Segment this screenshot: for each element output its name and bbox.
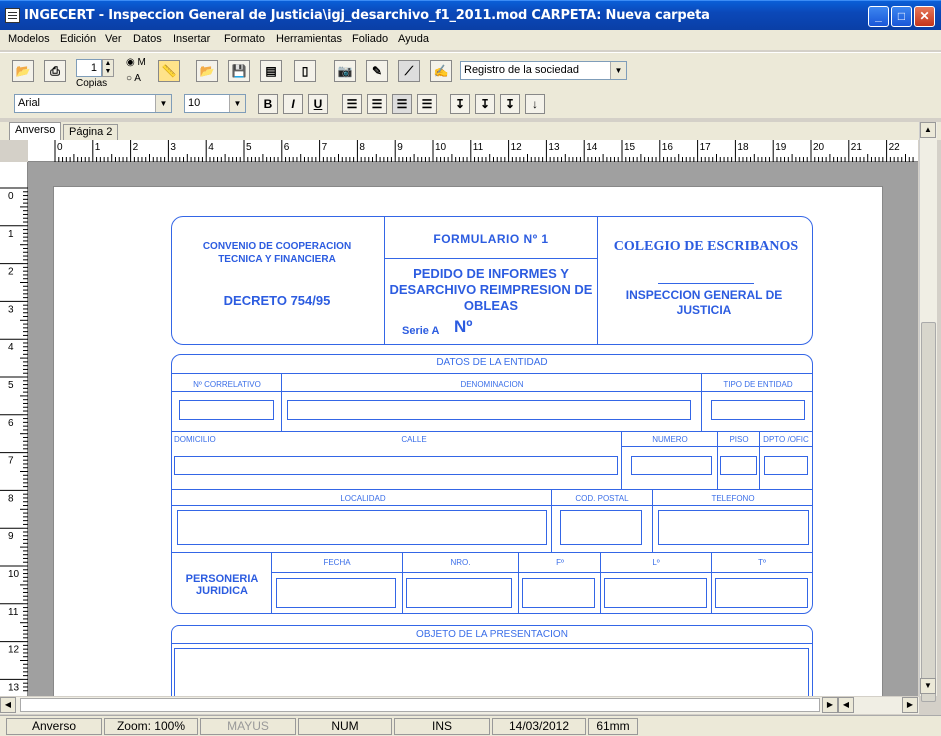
domicilio-label: DOMICILIO (174, 435, 216, 444)
menu-formato[interactable]: Formato (224, 33, 265, 45)
ruler-label: 1 (94, 142, 101, 153)
copies-label: Copias (76, 78, 108, 89)
save-icon[interactable]: 💾 (228, 60, 250, 82)
menu-ayuda[interactable]: Ayuda (398, 33, 429, 45)
localidad-field[interactable] (177, 510, 547, 545)
divider (171, 391, 813, 392)
register-select-value: Registro de la sociedad (464, 64, 579, 76)
edit-form-icon[interactable]: ✍ (430, 60, 452, 82)
divider (597, 216, 598, 345)
dpto-label: DPTO /OFIC (763, 435, 809, 444)
telefono-label: TELEFONO (711, 494, 755, 503)
new-page-icon[interactable]: ▯ (294, 60, 316, 82)
cpostal-field[interactable] (560, 510, 642, 545)
ruler-label: 3 (8, 304, 14, 316)
copies-input[interactable]: 1 (76, 59, 102, 77)
ruler-label: 14 (586, 142, 598, 153)
divider (171, 373, 813, 374)
objeto-title: OBJETO DE LA PRESENTACION (416, 629, 568, 640)
localidad-label: LOCALIDAD (340, 494, 386, 503)
ruler-label: 16 (661, 142, 673, 153)
divider (551, 489, 552, 552)
ruler-label: 19 (775, 142, 787, 153)
divider (271, 572, 813, 573)
t-label: Tº (758, 558, 766, 567)
ruler-label: 5 (246, 142, 252, 153)
divider (621, 431, 622, 489)
ruler-label: 4 (208, 142, 214, 153)
divider (402, 552, 403, 614)
decreto-text: DECRETO 754/95 (223, 293, 331, 308)
divider (384, 216, 385, 345)
scroll-down-icon[interactable]: ▼ (920, 678, 936, 694)
horizontal-scrollbar[interactable] (0, 697, 919, 714)
horizontal-scroll-thumb[interactable] (20, 698, 820, 712)
align-right-icon[interactable]: ☰ (367, 94, 387, 114)
status-zoom: Zoom: 100% (104, 718, 198, 735)
main-toolbar (0, 52, 941, 90)
radio-a-label: A (134, 73, 141, 84)
ruler-label: 20 (813, 142, 825, 153)
divider (621, 446, 813, 447)
ruler-label: 21 (850, 142, 862, 153)
stamp-icon[interactable]: ✎ (366, 60, 388, 82)
divider (518, 552, 519, 614)
telefono-field[interactable] (658, 510, 809, 545)
bold-button[interactable]: B (258, 94, 278, 114)
chevron-down-icon: ▼ (229, 95, 245, 112)
divider (652, 489, 653, 552)
scroll-left-icon[interactable]: ◀ (838, 697, 854, 713)
personeria-text: PERSONERIA JURIDICA (185, 573, 259, 597)
tipo-field[interactable] (711, 400, 805, 420)
tab-anverso[interactable]: Anverso (9, 122, 61, 140)
app-icon (5, 8, 20, 23)
ruler-label: 5 (8, 380, 14, 391)
divider (701, 373, 702, 431)
chevron-down-icon: ▼ (155, 95, 171, 112)
menu-foliado[interactable]: Foliado (352, 33, 389, 45)
f-label: Fº (556, 558, 564, 567)
valign-down-icon[interactable]: ↓ (525, 94, 545, 114)
italic-button[interactable]: I (283, 94, 303, 114)
t-field[interactable] (715, 578, 808, 608)
status-bar (0, 715, 941, 736)
ruler-label: 12 (8, 644, 20, 656)
draw-icon[interactable]: ⟋ (398, 60, 420, 82)
vertical-ruler (0, 162, 28, 696)
divider (600, 552, 601, 614)
align-justify-icon[interactable]: ☰ (417, 94, 437, 114)
horizontal-ruler (28, 140, 918, 162)
align-left-icon[interactable]: ☰ (342, 94, 362, 114)
ruler-label: 0 (8, 191, 14, 202)
l-label: Lº (652, 558, 660, 567)
numero-label: NUMERO (652, 435, 688, 444)
ruler-label: 6 (283, 142, 290, 153)
minimize-button[interactable]: _ (868, 6, 889, 27)
ruler-label: 1 (8, 228, 14, 240)
document-canvas[interactable] (28, 162, 918, 696)
divider (281, 373, 282, 431)
vertical-ruler-ticks (0, 162, 28, 696)
valign-bottom-icon[interactable]: ↧ (500, 94, 520, 114)
ruler-label: 17 (699, 142, 711, 153)
convenio-text: CONVENIO DE COOPERACION TECNICA Y FINANCIERA (202, 241, 352, 265)
ruler-label: 11 (8, 606, 19, 618)
divider (711, 552, 712, 614)
piso-label: PISO (729, 435, 749, 444)
correlativo-label: Nº CORRELATIVO (193, 380, 261, 389)
horizontal-ruler-ticks (28, 140, 918, 162)
divider (171, 489, 813, 490)
fecha-field[interactable] (276, 578, 396, 608)
objeto-field[interactable] (174, 648, 809, 696)
title-bar (0, 0, 941, 30)
copies-spinner[interactable]: ▲ ▼ (102, 59, 114, 77)
dpto-field[interactable] (764, 456, 808, 475)
radio-a[interactable]: ○ A (126, 73, 141, 84)
document-page[interactable] (53, 186, 883, 696)
menu-modelos[interactable]: Modelos (8, 33, 50, 45)
ruler-icon[interactable]: 📏 (158, 60, 180, 82)
pedido-text: PEDIDO DE INFORMES Y DESARCHIVO REIMPRESION DE OBLEAS (389, 266, 593, 313)
ruler-label: 2 (8, 266, 14, 278)
calle-label: CALLE (401, 435, 427, 444)
status-ins: INS (394, 718, 490, 735)
maximize-button[interactable]: □ (891, 6, 912, 27)
inspeccion-text: INSPECCION GENERAL DE JUSTICIA (625, 288, 783, 317)
fecha-label: FECHA (323, 558, 351, 567)
menu-datos[interactable]: Datos (133, 33, 162, 45)
menu-bar (0, 30, 941, 50)
vertical-scroll-thumb[interactable] (921, 322, 936, 702)
cpostal-label: COD. POSTAL (575, 494, 629, 503)
divider (171, 552, 813, 553)
piso-field[interactable] (720, 456, 757, 475)
ruler-label: 9 (397, 142, 403, 153)
camera-icon[interactable]: 📷 (334, 60, 356, 82)
colegio-text: COLEGIO DE ESCRIBANOS (613, 239, 799, 254)
preview-icon[interactable]: ▤ (260, 60, 282, 82)
menu-herramientas[interactable]: Herramientas (276, 33, 343, 45)
align-center-icon[interactable]: ☰ (392, 94, 412, 114)
underline-button[interactable]: U (308, 94, 328, 114)
nro-label: NRO. (450, 558, 471, 567)
ruler-label: 2 (132, 142, 139, 153)
ruler-label: 10 (8, 569, 20, 580)
divider (759, 431, 760, 489)
font-select-value: Arial (18, 97, 41, 109)
open-file-icon[interactable]: 📂 (196, 60, 218, 82)
window-title: INGECERT - Inspeccion General de Justicia\igj_desarchivo_f1_2011.mod CARPETA: Nueva carpeta (24, 8, 710, 23)
ruler-label: 9 (8, 531, 14, 543)
f-field[interactable] (522, 578, 595, 608)
close-button[interactable]: ✕ (914, 6, 935, 27)
correlativo-field[interactable] (179, 400, 274, 420)
scroll-left-icon[interactable]: ◀ (0, 697, 16, 713)
denominacion-field[interactable] (287, 400, 691, 420)
size-select[interactable] (184, 94, 246, 113)
divider (384, 258, 597, 259)
radio-m[interactable]: ◉ M (126, 57, 146, 68)
menu-edicion[interactable]: Edición (60, 33, 97, 45)
ruler-label: 13 (8, 682, 20, 694)
ruler-label: 0 (57, 142, 63, 153)
font-select[interactable] (14, 94, 172, 113)
divider (171, 643, 813, 644)
nro-field[interactable] (406, 578, 512, 608)
tab-pagina-2[interactable]: Página 2 (63, 124, 118, 140)
l-field[interactable] (604, 578, 707, 608)
nro-text: Nº (454, 317, 473, 336)
formulario-text: FORMULARIO Nº 1 (433, 232, 549, 246)
ruler-label: 18 (737, 142, 749, 153)
format-toolbar (0, 90, 941, 118)
ruler-label: 11 (472, 142, 484, 153)
tipo-label: TIPO DE ENTIDAD (723, 380, 793, 389)
page-tabs (0, 122, 941, 140)
ruler-label: 3 (170, 142, 176, 153)
ruler-label: 7 (8, 455, 14, 467)
vertical-scrollbar[interactable] (919, 122, 937, 696)
denominacion-label: DENOMINACION (460, 380, 524, 389)
valign-top-icon[interactable]: ↧ (450, 94, 470, 114)
datos-title: DATOS DE LA ENTIDAD (436, 357, 548, 368)
size-select-value: 10 (188, 97, 201, 109)
register-select[interactable] (460, 61, 627, 80)
ruler-label: 8 (359, 142, 365, 153)
scroll-right-icon[interactable]: ▶ (902, 697, 918, 713)
valign-middle-icon[interactable]: ↧ (475, 94, 495, 114)
status-mayus: MAYUS (200, 718, 296, 735)
ruler-label: 7 (321, 142, 328, 153)
status-position: 61mm (588, 718, 638, 735)
menu-insertar[interactable]: Insertar (173, 33, 211, 45)
divider (717, 431, 718, 489)
ruler-label: 6 (8, 417, 14, 429)
status-side: Anverso (6, 718, 102, 735)
menu-ver[interactable]: Ver (105, 33, 122, 45)
scroll-right-icon[interactable]: ▶ (822, 697, 838, 713)
ruler-label: 8 (8, 493, 14, 505)
radio-m-label: M (137, 57, 146, 68)
numero-field[interactable] (631, 456, 712, 475)
scroll-up-icon[interactable]: ▲ (920, 122, 936, 138)
divider (171, 505, 813, 506)
ruler-label: 22 (888, 142, 900, 153)
open-folder-icon[interactable]: 📂 (12, 60, 34, 82)
ruler-label: 12 (510, 142, 522, 153)
divider (658, 283, 754, 284)
print-icon[interactable]: ⎙ (44, 60, 66, 82)
ruler-label: 13 (548, 142, 560, 153)
ruler-label: 4 (8, 342, 14, 354)
serie-text: Serie A (402, 325, 440, 337)
status-num: NUM (298, 718, 392, 735)
calle-field[interactable] (174, 456, 618, 475)
ruler-label: 10 (435, 142, 447, 153)
status-date: 14/03/2012 (492, 718, 586, 735)
chevron-down-icon: ▼ (610, 62, 626, 79)
ruler-label: 15 (624, 142, 636, 153)
